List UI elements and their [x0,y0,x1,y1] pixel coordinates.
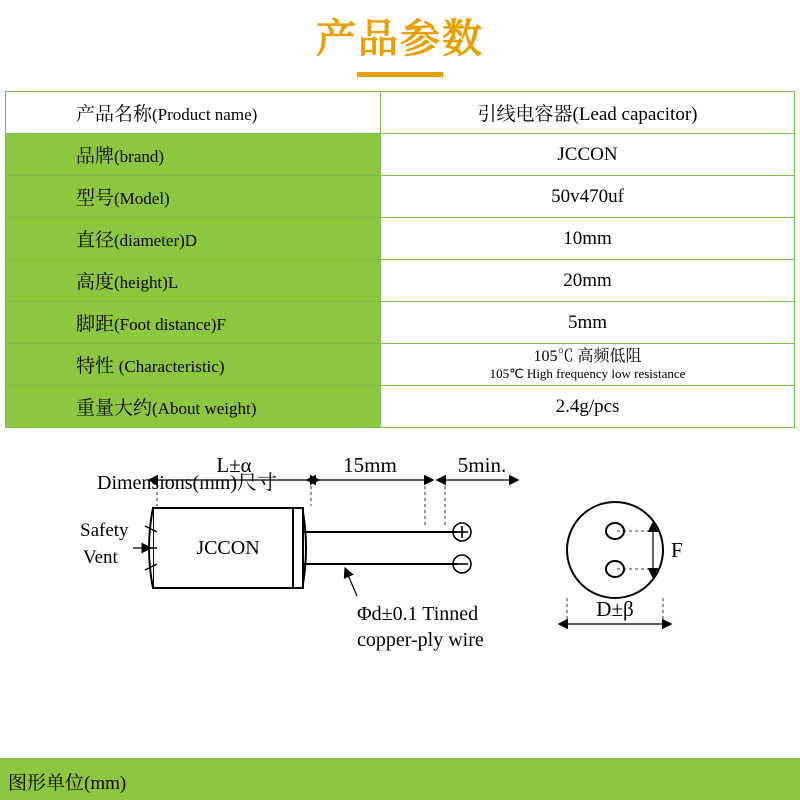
spec-label-cell [6,302,381,344]
spec-label-cn: 品牌 [76,146,115,167]
foot-distance-label: F [671,538,683,562]
spec-label-cell [6,176,381,218]
wire-label-line2: copper-ply wire [357,629,484,651]
table-row [6,218,795,260]
dimensions-block [5,428,795,728]
spec-value-cell [381,134,795,176]
footer-bar [0,758,800,800]
lead-length-label: 15mm [343,453,397,477]
page-title: 产品参数 [316,17,484,61]
diameter-label: D±β [596,597,634,621]
title-underline [357,72,443,77]
spec-value: 2.4g/pcs [555,395,620,417]
spec-label-en: (height)L [114,273,179,292]
spec-value-cell [381,176,795,218]
safety-label: Safety [80,520,129,541]
spec-label-cn: 脚距 [76,314,115,335]
spec-value-cell [381,260,795,302]
spec-table [5,91,795,428]
body-brand-label: JCCON [196,537,260,559]
table-row [6,260,795,302]
spec-value-cell [381,386,795,428]
spec-label-cn: 特性 [76,356,115,377]
spec-label-en: (diameter)D [114,231,198,250]
length-dimension-label: L±α [216,453,252,477]
table-row [6,386,795,428]
spec-label-en: (About weight) [152,399,257,418]
spec-value-line2: 105℃ High frequency low resistance [489,366,686,382]
spec-value-cell [381,92,795,134]
spec-label-cn: 重量大约 [76,398,153,419]
spec-label-cell [6,92,381,134]
spec-label-cn: 型号 [76,188,115,209]
spec-label-cn: 直径 [76,230,115,251]
page-title-wrapper [0,0,800,77]
spec-value-cell [381,344,795,386]
spec-value: 10mm [563,227,612,249]
spec-label-en: (Product name) [152,105,258,124]
table-row [6,134,795,176]
table-row [6,176,795,218]
spec-value-cell [381,218,795,260]
spec-label-cn: 产品名称 [76,104,153,125]
wire-label-line1: Φd±0.1 Tinned [357,603,479,625]
spec-value: 50v470uf [551,185,624,207]
footer-unit-label: 图形单位(mm) [8,773,127,794]
spec-label-cell [6,134,381,176]
spec-label-en: (brand) [114,147,165,166]
spec-value-line1: 105℃ 高频低阻 [533,348,642,366]
vent-label: Vent [83,547,118,568]
dimensions-heading: Dimensions(mm)尺寸 [97,472,277,494]
capacitor-dimension-diagram [5,428,795,728]
spec-label-en: (Foot distance)F [114,315,226,334]
spec-label-cell [6,386,381,428]
spec-label-cell [6,344,381,386]
spec-label-cell [6,218,381,260]
table-row [6,344,795,386]
table-row [6,92,795,134]
spec-value: 引线电容器(Lead capacitor) [477,104,698,125]
table-row [6,302,795,344]
spec-label-en: (Model) [114,189,170,208]
min-spacing-label: 5min. [457,453,507,477]
spec-value: 20mm [563,269,612,291]
spec-value: JCCON [557,143,618,165]
spec-label-cell [6,260,381,302]
spec-label-en: (Characteristic) [118,357,225,376]
spec-value-cell [381,302,795,344]
spec-value: 5mm [567,311,608,333]
spec-label-cn: 高度 [76,272,115,293]
